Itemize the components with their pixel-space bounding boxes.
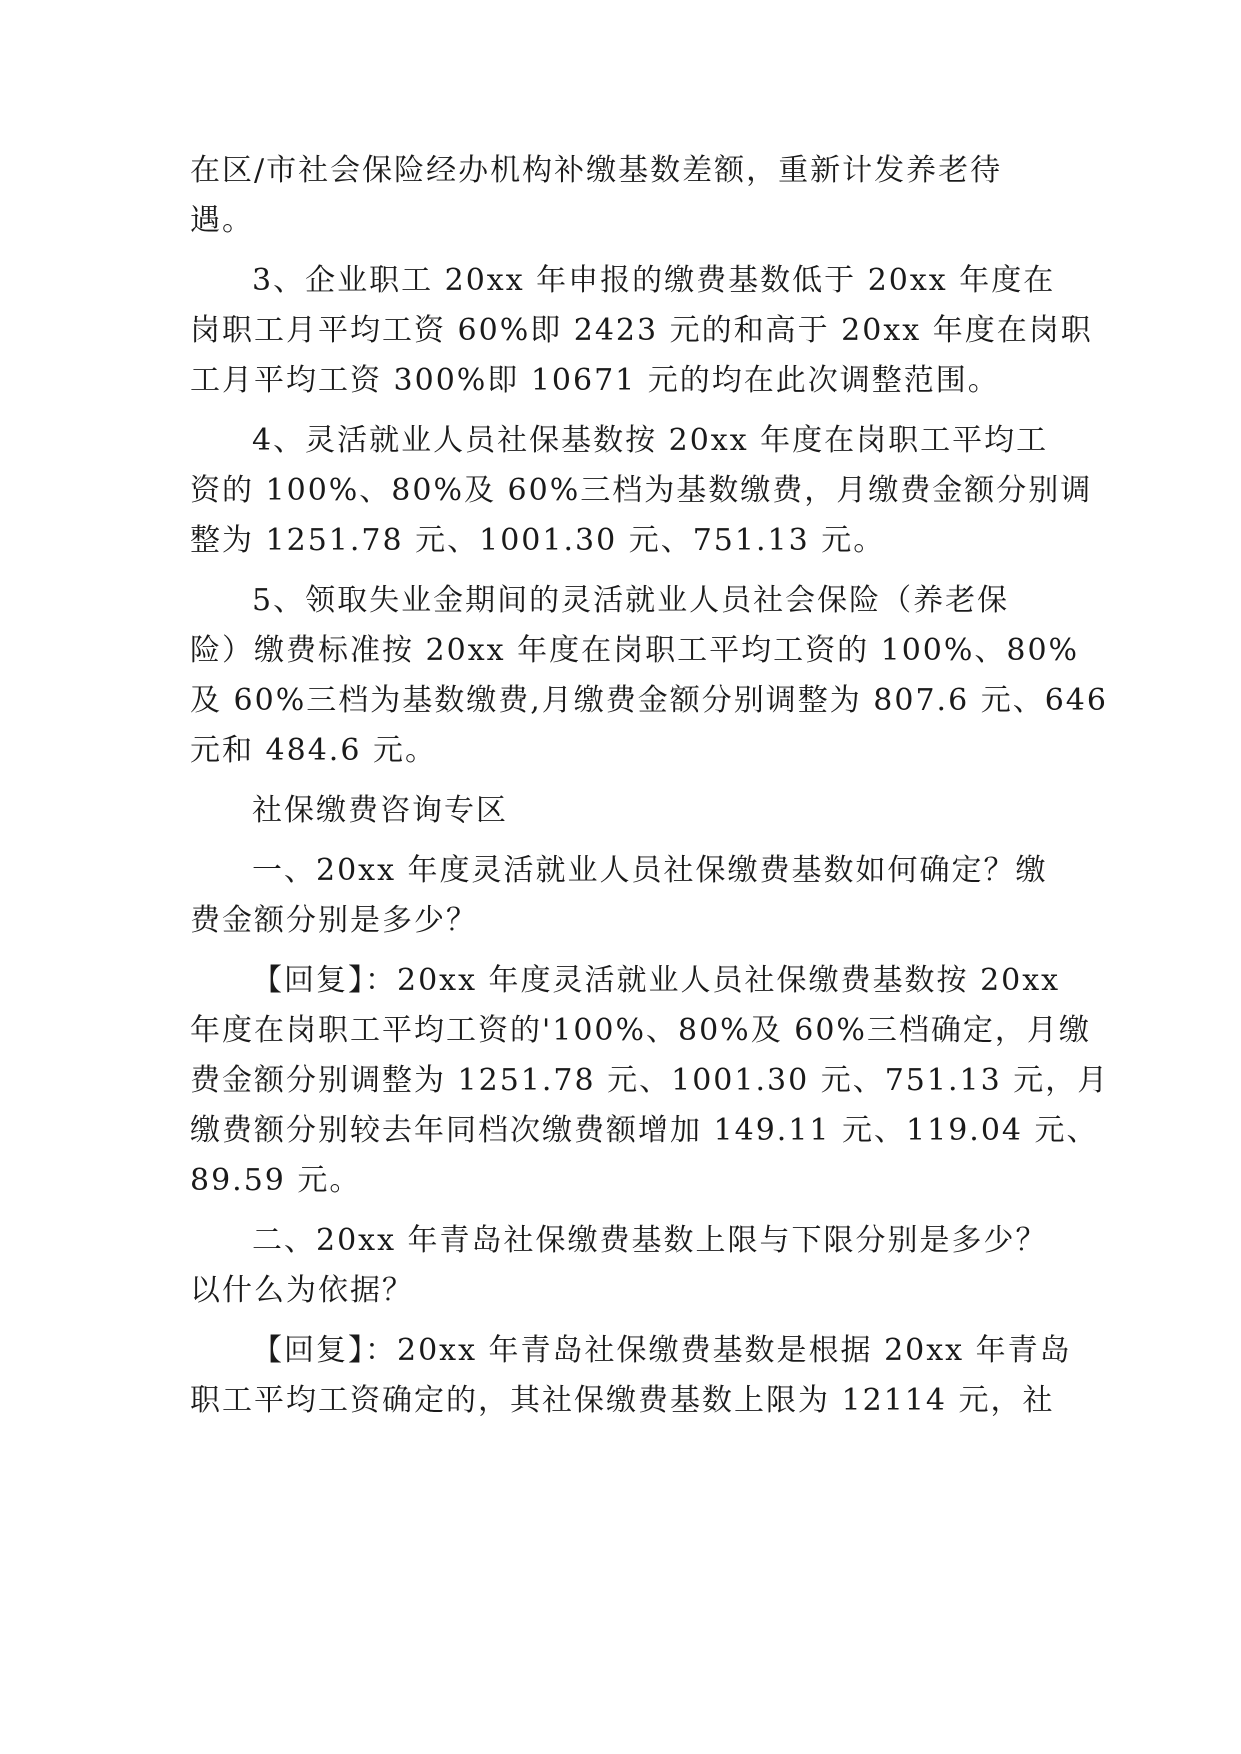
paragraph-5-line-1: 5、领取失业金期间的灵活就业人员社会保险（养老保	[252, 583, 1010, 618]
paragraph-3-line-2: 岗职工月平均工资 60%即 2423 元的和高于 20xx 年度在岗职	[190, 313, 1093, 348]
paragraph-2-line-1: 在区/市社会保险经办机构补缴基数差额，重新计发养老待	[190, 153, 1003, 188]
answer-2-line-2: 职工平均工资确定的，其社保缴费基数上限为 12114 元，社	[190, 1383, 1055, 1418]
section-heading: 社保缴费咨询专区	[252, 793, 508, 828]
paragraph-5-line-2: 险）缴费标准按 20xx 年度在岗职工平均工资的 100%、80%	[190, 633, 1080, 668]
paragraph-4-line-1: 4、灵活就业人员社保基数按 20xx 年度在岗职工平均工	[252, 423, 1049, 458]
paragraph-3-line-3: 工月平均工资 300%即 10671 元的均在此次调整范围。	[190, 363, 1000, 398]
answer-1-line-1: 【回复】：20xx 年度灵活就业人员社保缴费基数按 20xx	[252, 963, 1061, 998]
answer-1-line-3: 费金额分别调整为 1251.78 元、1001.30 元、751.13 元，月	[190, 1063, 1110, 1098]
paragraph-4-line-2: 资的 100%、80%及 60%三档为基数缴费，月缴费金额分别调	[190, 473, 1093, 508]
paragraph-3-line-1: 3、企业职工 20xx 年申报的缴费基数低于 20xx 年度在	[252, 263, 1056, 298]
question-2-line-1: 二、20xx 年青岛社保缴费基数上限与下限分别是多少？	[252, 1223, 1048, 1258]
question-1-line-1: 一、20xx 年度灵活就业人员社保缴费基数如何确定？缴	[252, 853, 1048, 888]
answer-1-line-4: 缴费额分别较去年同档次缴费额增加 149.11 元、119.04 元、	[190, 1113, 1099, 1148]
question-2-line-2: 以什么为依据？	[190, 1273, 414, 1308]
answer-2-line-1: 【回复】：20xx 年青岛社保缴费基数是根据 20xx 年青岛	[252, 1333, 1072, 1368]
answer-1-line-2: 年度在岗职工平均工资的'100%、80%及 60%三档确定，月缴	[190, 1013, 1091, 1048]
paragraph-5-line-3: 及 60%三档为基数缴费,月缴费金额分别调整为 807.6 元、646	[190, 683, 1108, 718]
paragraph-5-line-4: 元和 484.6 元。	[190, 733, 437, 768]
paragraph-2-line-2: 遇。	[190, 203, 254, 238]
paragraph-4-line-3: 整为 1251.78 元、1001.30 元、751.13 元。	[190, 523, 886, 558]
question-1-line-2: 费金额分别是多少？	[190, 903, 478, 938]
answer-1-line-5: 89.59 元。	[190, 1163, 362, 1198]
